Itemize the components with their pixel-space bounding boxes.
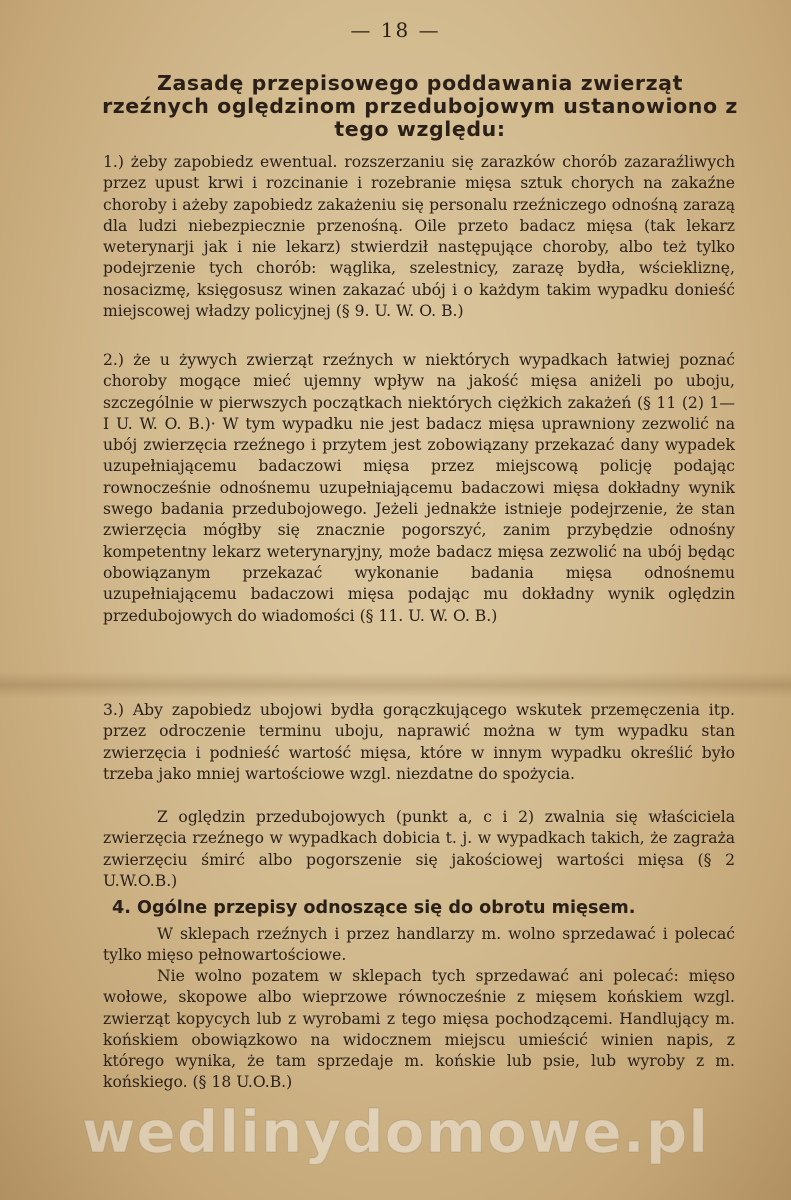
paragraph-exemption xyxy=(103,807,735,892)
section-heading: Zasadę przepisowego poddawania zwierząt rzeźnych oględzinom przedubojowym ustanowiono z tego względu: xyxy=(102,71,738,141)
paragraph-point-1 xyxy=(103,152,735,322)
page-number: — 18 — xyxy=(350,18,441,42)
paragraph-text: W sklepach rzeźnych i przez handlarzy m. wolno sprzedawać i polecać tylko mięso pełnowartościowe. xyxy=(103,925,735,965)
page-fold xyxy=(0,672,791,698)
paragraph-text: 1.) żeby zapobiedz ewentual. rozszerzaniu się zarazków chorób zazaraźliwych przez upust krwi i rozcinanie i rozebranie mięsa sztuk chorych na zakaźne choroby i ażeby zapobiedz zakażeniu się personalu rzeźniczego odnośną zarazą dla ludzi niebezpiecznie przenośną. Oile przeto badacz mięsa (tak lekarz weterynarji jak i nie lekarz) stwierdził następujące choroby, albo też tylko podejrzenie tych chorób: wąglika, szelestnicy, zarazę bydła, wściekliznę, nosacizmę, księgosusz winen zakazać ubój i o każdym takim wypadku donieść miejscowej władzy policyjnej (§ 9. U. W. O. B.) xyxy=(103,153,735,321)
paragraph-point-2 xyxy=(103,350,735,627)
paragraph-horse-meat xyxy=(103,966,735,1094)
section-title-4: 4. Ogólne przepisy odnoszące się do obrotu mięsem. xyxy=(112,898,636,918)
paragraph-shops xyxy=(103,924,735,967)
paragraph-point-3 xyxy=(103,700,735,785)
paragraph-text: Nie wolno pozatem w sklepach tych sprzedawać ani polecać: mięso wołowe, skopowe albo wieprzowe równocześnie z mięsem końskiem wzgl. zwierząt kopycych lub z wyrobami z tego mięsa pochodzącemi. Handlujący m. końskiem obowiązkowo na widocznem miejscu umieścić winien napis, z którego wynika, że tam sprzedaje m. końskie lub psie, lub wyroby z m. końskiego. (§ 18 U.O.B.) xyxy=(103,967,735,1092)
watermark: wedlinydomowe.pl xyxy=(81,1098,710,1166)
paragraph-text: 3.) Aby zapobiedz ubojowi bydła gorączkującego wskutek przemęczenia itp. przez odroczenie terminu uboju, naprawić można w tym wypadku stan zwierzęcia i podnieść wartość mięsa, które w innym wypadku określić było trzeba jako mniej wartościowe wzgl. niezdatne do spożycia. xyxy=(103,701,735,783)
paragraph-text: Z oględzin przedubojowych (punkt a, c i 2) zwalnia się właściciela zwierzęcia rzeźnego w wypadkach dobicia t. j. w wypadkach takich, że zagraża zwierzęciu śmirć albo pogorszenie się jakościowej wartości mięsa (§ 2 U.W.O.B.) xyxy=(103,808,735,890)
paragraph-text: 2.) że u żywych zwierząt rzeźnych w niektórych wypadkach łatwiej poznać choroby mogące mieć ujemny wpływ na jakość mięsa aniżeli po uboju, szczególnie w pierwszych początkach niektórych ciężkich zakażeń (§ 11 (2) 1—I U. W. O. B.)· W tym wypadku nie jest badacz mięsa uprawniony zezwolić na ubój zwierzęcia rzeźnego i przytem jest zobowiązany przekazać dany wypadek uzupełniającemu badaczowi mięsa przez miejscową policję podając rownocześnie odnośnemu uzupełniającemu badaczowi mięsa dokładny wynik swego badania przedubojowego. Jeżeli jednakże istnieje podejrzenie, że stan zwierzęcia mógłby się znacznie pogorszyć, zanim przybędzie odnośny kompetentny lekarz weterynaryjny, może badacz mięsa zezwolić na ubój będąc obowiązanym przekazać wykonanie badania mięsa odnośnemu uzupełniającemu badaczowi mięsa podając mu dokładny wynik oględzin przedubojowych do wiadomości (§ 11. U. W. O. B.) xyxy=(103,351,735,625)
